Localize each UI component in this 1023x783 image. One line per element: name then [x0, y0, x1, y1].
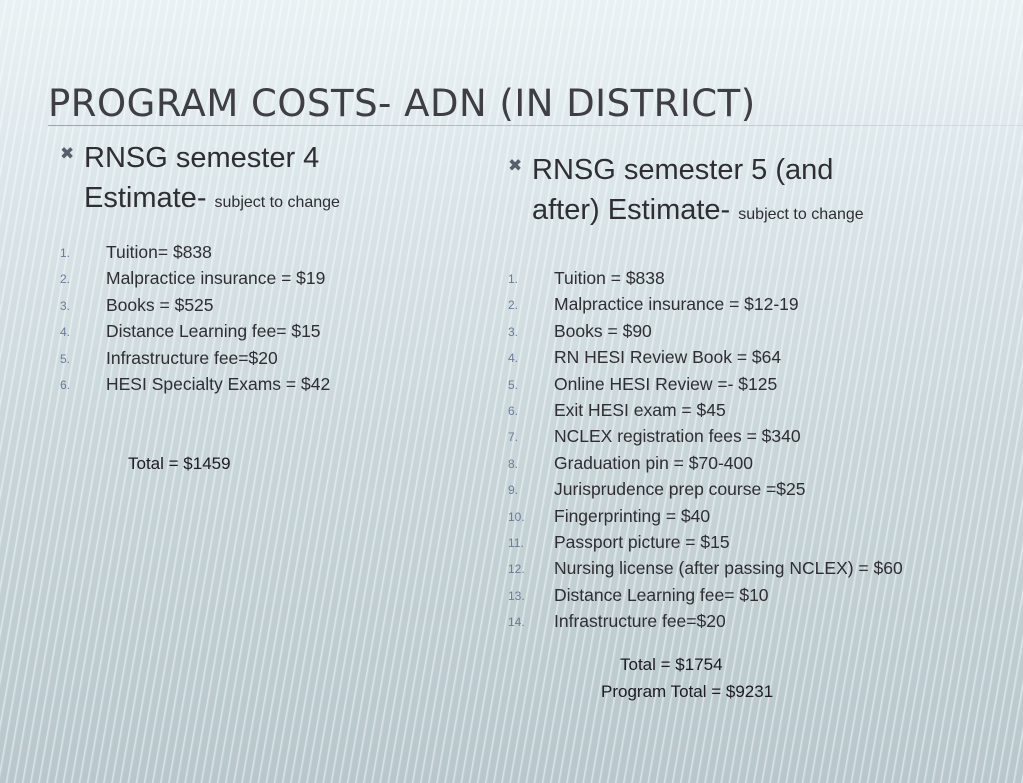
list-item-number: 5.: [60, 351, 71, 366]
semester-4-heading-line1: RNSG semester 4: [84, 142, 320, 174]
list-item-label: Nursing license (after passing NCLEX) = $60: [554, 558, 903, 579]
list-item-number: 4.: [60, 325, 71, 340]
list-item-label: Tuition= $838: [106, 242, 212, 262]
list-item-label: Books = $90: [554, 320, 652, 341]
list-item-label: Malpractice insurance = $19: [106, 268, 326, 289]
list-item: [508, 397, 1008, 423]
list-item: [60, 239, 480, 265]
list-item-label: Distance Learning fee= $10: [554, 584, 769, 605]
x-mark-icon: ✖: [60, 144, 75, 163]
list-item: [508, 344, 1008, 370]
list-item: [508, 503, 1008, 529]
title-divider: [48, 125, 1023, 126]
list-item-number: 8.: [508, 456, 519, 471]
list-item: [508, 529, 1008, 555]
list-item-label: Infrastructure fee=$20: [106, 347, 278, 368]
slide-title: PROGRAM COSTS- ADN (IN DISTRICT): [48, 82, 756, 125]
semester-4-heading: [60, 138, 480, 223]
list-item: [508, 371, 1008, 397]
list-item-label: Online HESI Review =- $125: [554, 373, 778, 394]
list-item-number: 6.: [508, 404, 519, 419]
list-item-number: 2.: [60, 272, 71, 287]
list-item-number: 3.: [60, 298, 71, 313]
list-item-number: 3.: [508, 324, 519, 339]
list-item-label: NCLEX registration fees = $340: [554, 426, 801, 447]
list-item-number: 4.: [508, 351, 519, 366]
list-item-label: RN HESI Review Book = $64: [554, 347, 782, 368]
semester-5-heading: [508, 150, 1008, 235]
list-item-label: Tuition = $838: [554, 268, 665, 288]
list-item-number: 14.: [508, 615, 525, 630]
list-item-number: 2.: [508, 298, 519, 313]
list-item: [508, 291, 1008, 317]
semester-4-total: Total = $1459: [128, 454, 231, 473]
list-item: [508, 582, 1008, 608]
list-item-number: 1.: [60, 246, 71, 260]
list-item: [508, 555, 1008, 581]
list-item: [508, 423, 1008, 449]
semester-5-heading-line2: after) Estimate-: [532, 194, 739, 226]
semester-4-column: [60, 138, 480, 473]
list-item: [60, 371, 480, 397]
list-item-number: 1.: [508, 272, 519, 286]
list-item: [508, 608, 1008, 634]
list-item: [508, 450, 1008, 476]
list-item-label: Malpractice insurance = $12-19: [554, 294, 799, 315]
list-item-label: Passport picture = $15: [554, 532, 730, 553]
list-item-number: 12.: [508, 562, 525, 577]
list-item: [60, 265, 480, 291]
semester-5-heading-note: subject to change: [738, 206, 864, 223]
list-item-number: 11.: [508, 536, 524, 551]
list-item-label: Fingerprinting = $40: [554, 505, 711, 526]
list-item-number: 9.: [508, 483, 519, 498]
semester-5-total: Total = $1754: [620, 655, 723, 674]
semester-5-column: [508, 150, 1008, 701]
list-item: [508, 318, 1008, 344]
semester-4-heading-line2: Estimate-: [84, 182, 215, 214]
semester-4-cost-list: [60, 239, 480, 397]
list-item-label: Infrastructure fee=$20: [554, 611, 726, 632]
semester-5-cost-list: [508, 265, 1008, 635]
program-total: Program Total = $9231: [601, 682, 774, 701]
list-item: [60, 292, 480, 318]
x-mark-icon: ✖: [508, 156, 523, 175]
semester-5-heading-line1: RNSG semester 5 (and: [532, 154, 834, 186]
list-item-label: HESI Specialty Exams = $42: [106, 374, 331, 395]
list-item-number: 13.: [508, 588, 525, 603]
list-item: [60, 318, 480, 344]
list-item-label: Books = $525: [106, 294, 214, 315]
list-item-number: 6.: [60, 378, 71, 393]
list-item-number: 7.: [508, 430, 519, 445]
list-item-label: Jurisprudence prep course =$25: [554, 479, 806, 500]
list-item-number: 5.: [508, 377, 519, 392]
list-item: [60, 345, 480, 371]
list-item-label: Graduation pin = $70-400: [554, 452, 753, 473]
semester-4-heading-note: subject to change: [214, 194, 340, 211]
list-item: [508, 476, 1008, 502]
list-item-label: Exit HESI exam = $45: [554, 400, 726, 421]
list-item-number: 10.: [508, 509, 525, 524]
list-item-label: Distance Learning fee= $15: [106, 321, 321, 342]
list-item: [508, 265, 1008, 291]
